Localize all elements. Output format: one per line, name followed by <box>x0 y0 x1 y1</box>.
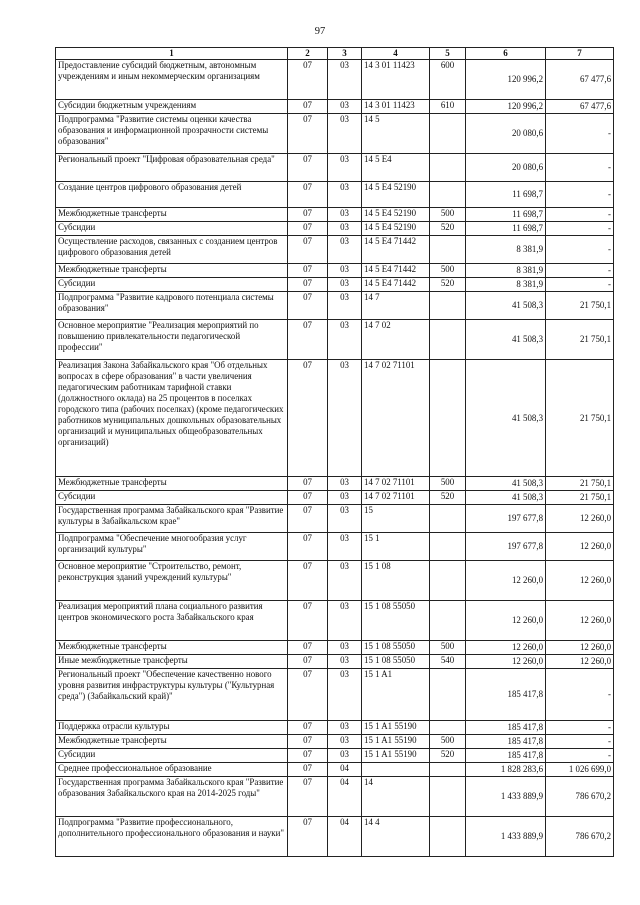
row-subsection-cell: 03 <box>328 222 362 236</box>
row-amount-2021-cell: 120 996,2 <box>466 60 546 100</box>
row-name-cell: Подпрограмма "Развитие кадрового потенциала системы образования" <box>56 292 288 320</box>
row-expense-type-cell <box>430 817 466 857</box>
row-name-cell: Подпрограмма "Развитие профессионального, дополнительного профессионального образования и науки" <box>56 817 288 857</box>
row-amount-2022-cell: 12 260,0 <box>546 655 614 669</box>
row-target-code-cell: 14 5 E4 71442 <box>362 236 430 264</box>
row-expense-type-cell: 540 <box>430 655 466 669</box>
row-expense-type-cell <box>430 505 466 533</box>
row-subsection-cell: 03 <box>328 477 362 491</box>
table-row <box>56 817 614 857</box>
row-name-cell: Государственная программа Забайкальского края "Развитие культуры в Забайкальском крае" <box>56 505 288 533</box>
row-section-cell: 07 <box>288 777 328 817</box>
row-subsection-cell: 04 <box>328 763 362 777</box>
row-expense-type-cell <box>430 669 466 721</box>
row-name-cell: Поддержка отрасли культуры <box>56 721 288 735</box>
row-section-cell: 07 <box>288 601 328 641</box>
row-amount-2022-cell: 12 260,0 <box>546 533 614 561</box>
row-section-cell: 07 <box>288 182 328 208</box>
row-amount-2021-cell: 1 828 283,6 <box>466 763 546 777</box>
table-row <box>56 208 614 222</box>
row-expense-type-cell: 520 <box>430 222 466 236</box>
row-target-code-cell <box>362 763 430 777</box>
row-expense-type-cell: 500 <box>430 641 466 655</box>
row-name-cell: Субсидии бюджетным учреждениям <box>56 100 288 114</box>
row-subsection-cell: 03 <box>328 182 362 208</box>
row-expense-type-cell: 520 <box>430 278 466 292</box>
row-section-cell: 07 <box>288 561 328 601</box>
row-section-cell: 07 <box>288 222 328 236</box>
row-subsection-cell: 03 <box>328 154 362 182</box>
table-row <box>56 320 614 360</box>
row-target-code-cell: 15 1 A1 <box>362 669 430 721</box>
row-target-code-cell: 15 1 08 <box>362 561 430 601</box>
row-target-code-cell: 15 1 <box>362 533 430 561</box>
table-row <box>56 561 614 601</box>
row-name-cell: Подпрограмма "Обеспечение многообразия услуг организаций культуры" <box>56 533 288 561</box>
table-row <box>56 100 614 114</box>
row-section-cell: 07 <box>288 60 328 100</box>
row-expense-type-cell <box>430 114 466 154</box>
row-target-code-cell: 14 7 02 71101 <box>362 491 430 505</box>
table-row <box>56 114 614 154</box>
row-amount-2021-cell: 8 381,9 <box>466 236 546 264</box>
table-row <box>56 533 614 561</box>
row-section-cell: 07 <box>288 114 328 154</box>
row-section-cell: 07 <box>288 154 328 182</box>
row-amount-2021-cell: 197 677,8 <box>466 505 546 533</box>
row-section-cell: 07 <box>288 360 328 477</box>
row-amount-2021-cell: 11 698,7 <box>466 208 546 222</box>
row-amount-2022-cell: 12 260,0 <box>546 601 614 641</box>
row-expense-type-cell: 520 <box>430 749 466 763</box>
row-amount-2021-cell: 20 080,6 <box>466 114 546 154</box>
row-target-code-cell: 15 1 A1 55190 <box>362 721 430 735</box>
table-row <box>56 655 614 669</box>
row-name-cell: Создание центров цифрового образования детей <box>56 182 288 208</box>
row-name-cell: Межбюджетные трансферты <box>56 641 288 655</box>
row-section-cell: 07 <box>288 763 328 777</box>
row-amount-2021-cell: 185 417,8 <box>466 669 546 721</box>
row-target-code-cell: 14 7 02 71101 <box>362 477 430 491</box>
page-number: 97 <box>314 26 326 37</box>
row-target-code-cell: 14 5 E4 71442 <box>362 278 430 292</box>
table-header-row <box>56 48 614 60</box>
row-amount-2022-cell: 67 477,6 <box>546 100 614 114</box>
row-amount-2021-cell: 12 260,0 <box>466 561 546 601</box>
row-target-code-cell: 14 5 E4 52190 <box>362 222 430 236</box>
row-name-cell: Межбюджетные трансферты <box>56 208 288 222</box>
row-subsection-cell: 03 <box>328 505 362 533</box>
row-subsection-cell: 03 <box>328 655 362 669</box>
row-name-cell: Межбюджетные трансферты <box>56 477 288 491</box>
row-amount-2021-cell: 11 698,7 <box>466 222 546 236</box>
row-subsection-cell: 03 <box>328 669 362 721</box>
table-row <box>56 641 614 655</box>
row-section-cell: 07 <box>288 817 328 857</box>
row-expense-type-cell: 500 <box>430 735 466 749</box>
row-expense-type-cell <box>430 320 466 360</box>
row-expense-type-cell <box>430 236 466 264</box>
row-amount-2022-cell: 67 477,6 <box>546 60 614 100</box>
row-target-code-cell: 14 5 <box>362 114 430 154</box>
row-section-cell: 07 <box>288 278 328 292</box>
row-subsection-cell: 03 <box>328 114 362 154</box>
table-row <box>56 505 614 533</box>
row-name-cell: Региональный проект "Цифровая образовательная среда" <box>56 154 288 182</box>
row-expense-type-cell: 500 <box>430 208 466 222</box>
row-amount-2021-cell: 41 508,3 <box>466 477 546 491</box>
row-name-cell: Государственная программа Забайкальского края "Развитие образования Забайкальского края на 2014-2025 годы" <box>56 777 288 817</box>
row-name-cell: Среднее профессиональное образование <box>56 763 288 777</box>
row-amount-2021-cell: 41 508,3 <box>466 320 546 360</box>
row-expense-type-cell <box>430 154 466 182</box>
row-target-code-cell: 15 <box>362 505 430 533</box>
row-amount-2022-cell: 21 750,1 <box>546 320 614 360</box>
row-target-code-cell: 14 4 <box>362 817 430 857</box>
row-amount-2021-cell: 41 508,3 <box>466 360 546 477</box>
row-amount-2022-cell: - <box>546 749 614 763</box>
row-name-cell: Межбюджетные трансферты <box>56 735 288 749</box>
row-target-code-cell: 14 3 01 11423 <box>362 60 430 100</box>
table-row <box>56 735 614 749</box>
row-expense-type-cell: 500 <box>430 264 466 278</box>
row-expense-type-cell <box>430 533 466 561</box>
row-section-cell: 07 <box>288 655 328 669</box>
row-subsection-cell: 03 <box>328 601 362 641</box>
row-name-cell: Реализация Закона Забайкальского края "Об отдельных вопросах в сфере образования" в части увеличения педагогическим работникам тарифной ставки (должностного оклада) на 25 процентов в поселках городского типа (рабочих поселках) (кроме педагогических работников муниципальных дошкольных образовательных организаций и муниципальных общеобразовательных организаций) <box>56 360 288 477</box>
row-subsection-cell: 03 <box>328 721 362 735</box>
row-subsection-cell: 03 <box>328 236 362 264</box>
header-cell: 6 <box>466 48 546 60</box>
row-amount-2022-cell: 12 260,0 <box>546 561 614 601</box>
row-amount-2021-cell: 185 417,8 <box>466 749 546 763</box>
row-section-cell: 07 <box>288 320 328 360</box>
row-subsection-cell: 03 <box>328 320 362 360</box>
row-section-cell: 07 <box>288 477 328 491</box>
table-row <box>56 236 614 264</box>
row-target-code-cell: 15 1 A1 55190 <box>362 749 430 763</box>
row-amount-2022-cell: 21 750,1 <box>546 491 614 505</box>
row-subsection-cell: 03 <box>328 561 362 601</box>
table-row <box>56 669 614 721</box>
row-name-cell: Подпрограмма "Развитие системы оценки качества образования и информационной прозрачности системы образования" <box>56 114 288 154</box>
row-name-cell: Региональный проект "Обеспечение качественно нового уровня развития инфраструктуры культуры ("Культурная среда") (Забайкальский край)" <box>56 669 288 721</box>
row-name-cell: Субсидии <box>56 222 288 236</box>
row-section-cell: 07 <box>288 208 328 222</box>
table-row <box>56 222 614 236</box>
row-expense-type-cell: 500 <box>430 477 466 491</box>
row-name-cell: Основное мероприятие "Строительство, ремонт, реконструкция зданий учреждений культуры" <box>56 561 288 601</box>
row-section-cell: 07 <box>288 641 328 655</box>
row-expense-type-cell: 610 <box>430 100 466 114</box>
row-name-cell: Субсидии <box>56 749 288 763</box>
row-amount-2021-cell: 12 260,0 <box>466 655 546 669</box>
row-target-code-cell: 14 5 E4 52190 <box>362 208 430 222</box>
row-amount-2022-cell: - <box>546 208 614 222</box>
row-subsection-cell: 03 <box>328 735 362 749</box>
row-subsection-cell: 04 <box>328 777 362 817</box>
row-target-code-cell: 14 3 01 11423 <box>362 100 430 114</box>
row-section-cell: 07 <box>288 505 328 533</box>
row-target-code-cell: 14 <box>362 777 430 817</box>
row-target-code-cell: 14 7 02 <box>362 320 430 360</box>
table-row <box>56 477 614 491</box>
row-amount-2022-cell: - <box>546 154 614 182</box>
row-section-cell: 07 <box>288 236 328 264</box>
row-amount-2021-cell: 185 417,8 <box>466 721 546 735</box>
row-amount-2021-cell: 1 433 889,9 <box>466 777 546 817</box>
row-section-cell: 07 <box>288 721 328 735</box>
row-amount-2022-cell: - <box>546 222 614 236</box>
row-amount-2021-cell: 8 381,9 <box>466 264 546 278</box>
row-amount-2022-cell: 786 670,2 <box>546 817 614 857</box>
row-amount-2022-cell: - <box>546 182 614 208</box>
row-amount-2022-cell: - <box>546 236 614 264</box>
row-amount-2022-cell: - <box>546 721 614 735</box>
row-amount-2021-cell: 8 381,9 <box>466 278 546 292</box>
row-name-cell: Межбюджетные трансферты <box>56 264 288 278</box>
row-amount-2021-cell: 185 417,8 <box>466 735 546 749</box>
row-subsection-cell: 03 <box>328 60 362 100</box>
row-subsection-cell: 03 <box>328 278 362 292</box>
row-section-cell: 07 <box>288 100 328 114</box>
row-section-cell: 07 <box>288 735 328 749</box>
table-row <box>56 763 614 777</box>
row-amount-2022-cell: 21 750,1 <box>546 292 614 320</box>
row-amount-2021-cell: 120 996,2 <box>466 100 546 114</box>
row-section-cell: 07 <box>288 533 328 561</box>
row-name-cell: Реализация мероприятий плана социального развития центров экономического роста Забайкальского края <box>56 601 288 641</box>
row-name-cell: Субсидии <box>56 278 288 292</box>
row-name-cell: Предоставление субсидий бюджетным, автономным учреждениям и иным некоммерческим организациям <box>56 60 288 100</box>
row-target-code-cell: 15 1 08 55050 <box>362 655 430 669</box>
row-name-cell: Осуществление расходов, связанных с созданием центров цифрового образования детей <box>56 236 288 264</box>
row-amount-2021-cell: 41 508,3 <box>466 491 546 505</box>
row-target-code-cell: 14 7 <box>362 292 430 320</box>
row-subsection-cell: 03 <box>328 264 362 278</box>
row-amount-2021-cell: 41 508,3 <box>466 292 546 320</box>
row-name-cell: Иные межбюджетные трансферты <box>56 655 288 669</box>
table-row <box>56 491 614 505</box>
header-cell: 5 <box>430 48 466 60</box>
row-target-code-cell: 15 1 08 55050 <box>362 601 430 641</box>
row-target-code-cell: 14 7 02 71101 <box>362 360 430 477</box>
row-amount-2022-cell: - <box>546 114 614 154</box>
row-subsection-cell: 03 <box>328 491 362 505</box>
row-amount-2022-cell: 1 026 699,0 <box>546 763 614 777</box>
row-section-cell: 07 <box>288 292 328 320</box>
table-row <box>56 292 614 320</box>
row-target-code-cell: 14 5 E4 71442 <box>362 264 430 278</box>
row-amount-2022-cell: 12 260,0 <box>546 505 614 533</box>
table-row <box>56 749 614 763</box>
row-target-code-cell: 15 1 A1 55190 <box>362 735 430 749</box>
row-subsection-cell: 03 <box>328 533 362 561</box>
row-subsection-cell: 03 <box>328 641 362 655</box>
row-expense-type-cell <box>430 561 466 601</box>
header-cell: 1 <box>56 48 288 60</box>
row-section-cell: 07 <box>288 264 328 278</box>
row-amount-2021-cell: 20 080,6 <box>466 154 546 182</box>
row-expense-type-cell <box>430 721 466 735</box>
row-subsection-cell: 03 <box>328 208 362 222</box>
row-amount-2022-cell: - <box>546 669 614 721</box>
row-amount-2022-cell: 21 750,1 <box>546 360 614 477</box>
header-cell: 2 <box>288 48 328 60</box>
row-subsection-cell: 03 <box>328 749 362 763</box>
row-amount-2021-cell: 197 677,8 <box>466 533 546 561</box>
row-amount-2022-cell: - <box>546 264 614 278</box>
row-amount-2022-cell: 786 670,2 <box>546 777 614 817</box>
row-amount-2022-cell: 12 260,0 <box>546 641 614 655</box>
table-row <box>56 721 614 735</box>
row-subsection-cell: 04 <box>328 817 362 857</box>
header-cell: 7 <box>546 48 614 60</box>
table-row <box>56 264 614 278</box>
table-row <box>56 601 614 641</box>
row-section-cell: 07 <box>288 491 328 505</box>
row-subsection-cell: 03 <box>328 360 362 477</box>
row-amount-2022-cell: - <box>546 278 614 292</box>
table-row <box>56 154 614 182</box>
table-row <box>56 777 614 817</box>
row-amount-2022-cell: 21 750,1 <box>546 477 614 491</box>
row-amount-2022-cell: - <box>546 735 614 749</box>
row-expense-type-cell <box>430 182 466 208</box>
row-name-cell: Субсидии <box>56 491 288 505</box>
row-amount-2021-cell: 11 698,7 <box>466 182 546 208</box>
header-cell: 4 <box>362 48 430 60</box>
row-amount-2021-cell: 1 433 889,9 <box>466 817 546 857</box>
table-row <box>56 360 614 477</box>
table-row <box>56 182 614 208</box>
row-target-code-cell: 14 5 E4 52190 <box>362 182 430 208</box>
row-expense-type-cell: 600 <box>430 60 466 100</box>
row-amount-2021-cell: 12 260,0 <box>466 641 546 655</box>
row-expense-type-cell <box>430 777 466 817</box>
row-target-code-cell: 15 1 08 55050 <box>362 641 430 655</box>
row-section-cell: 07 <box>288 669 328 721</box>
row-expense-type-cell <box>430 292 466 320</box>
row-expense-type-cell: 520 <box>430 491 466 505</box>
table-row <box>56 60 614 100</box>
budget-table <box>55 47 614 857</box>
row-subsection-cell: 03 <box>328 100 362 114</box>
row-expense-type-cell <box>430 601 466 641</box>
header-cell: 3 <box>328 48 362 60</box>
row-section-cell: 07 <box>288 749 328 763</box>
row-expense-type-cell <box>430 763 466 777</box>
row-target-code-cell: 14 5 E4 <box>362 154 430 182</box>
row-amount-2021-cell: 12 260,0 <box>466 601 546 641</box>
row-expense-type-cell <box>430 360 466 477</box>
row-name-cell: Основное мероприятие "Реализация мероприятий по повышению привлекательности педагогической профессии" <box>56 320 288 360</box>
row-subsection-cell: 03 <box>328 292 362 320</box>
table-row <box>56 278 614 292</box>
